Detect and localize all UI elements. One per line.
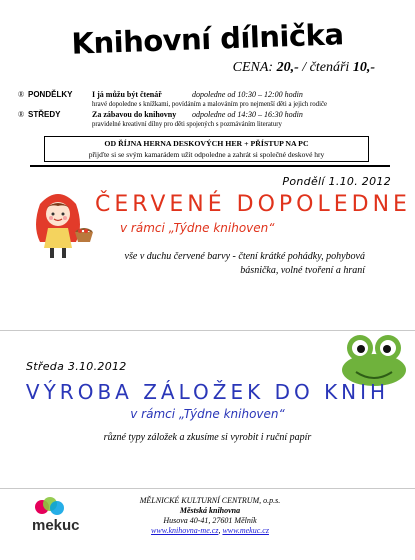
- price-line: [233, 60, 375, 76]
- schedule-activity: I já můžu být čtenář: [92, 90, 162, 99]
- price-amount: 20,-: [276, 60, 299, 75]
- event1-subtitle: v rámci „Týdne knihoven“: [120, 221, 275, 235]
- event2-title: VÝROBA ZÁLOŽEK DO KNIH: [25, 380, 390, 404]
- footer: [90, 496, 330, 536]
- schedule-description: hravé dopoledne s knížkami, povídáním a malováním pro nejmenší děti a jejich rodiče: [92, 101, 327, 108]
- bullet-symbol-icon: ®: [18, 90, 25, 99]
- event2-date: Středa 3.10.2012: [26, 360, 127, 373]
- schedule-day: PONDĚLKY: [28, 90, 73, 99]
- schedule-time: odpoledne od 14:30 – 16:30 hodin: [192, 110, 303, 119]
- event1-title: ČERVENÉ DOPOLEDNE: [95, 192, 411, 217]
- schedule-time: dopoledne od 10:30 – 12:00 hodin: [192, 90, 303, 99]
- board-heading: OD ŘÍJNA HERNA DESKOVÝCH HER + PŘÍSTUP NA PC: [104, 139, 309, 148]
- price-label: CENA:: [232, 60, 274, 75]
- event1-description: vše v duchu červené barvy - čtení krátké pohádky, pohybová básnička, volné tvoření a hraní: [124, 251, 365, 276]
- price-sep: / čtenáři: [302, 60, 350, 75]
- event2-description: různé typy záložek a zkusíme si vyrobit i ruční papír: [103, 432, 312, 443]
- footer-links: [90, 526, 330, 536]
- board-games-box: [44, 136, 369, 162]
- divider: [0, 488, 415, 489]
- event1-date: Pondělí 1.10. 2012: [282, 175, 391, 188]
- bullet-symbol-icon: ®: [18, 110, 25, 119]
- board-text: přijďte si se svým kamarádem užít odpoledne a zahrát si společné deskové hry: [88, 150, 325, 159]
- footer-organization: MĚLNICKÉ KULTURNÍ CENTRUM, o.p.s.: [139, 496, 281, 505]
- library-website-link[interactable]: www.knihovna-me.cz: [151, 526, 219, 535]
- schedule-activity: Za zábavou do knihovny: [92, 110, 177, 119]
- footer-link-separator: ,: [218, 526, 221, 535]
- schedule-day: STŘEDY: [28, 110, 61, 119]
- event2-subtitle: v rámci „Týdne knihoven“: [130, 407, 285, 421]
- logo-text: mekuc: [32, 517, 80, 534]
- mekuc-logo-icon: [32, 496, 66, 518]
- mekuc-website-link[interactable]: www.mekuc.cz: [222, 526, 269, 535]
- footer-library: Městská knihovna: [179, 506, 241, 515]
- page-title: Knihovní dílnička: [70, 17, 344, 61]
- price-reader-amount: 10,-: [352, 60, 375, 75]
- schedule-description: pravidelné kreativní dílny pro děti spojených s pozmáváním literatury: [92, 121, 282, 128]
- divider: [30, 165, 390, 167]
- footer-address: Husova 40-41, 27601 Mělník: [163, 516, 257, 525]
